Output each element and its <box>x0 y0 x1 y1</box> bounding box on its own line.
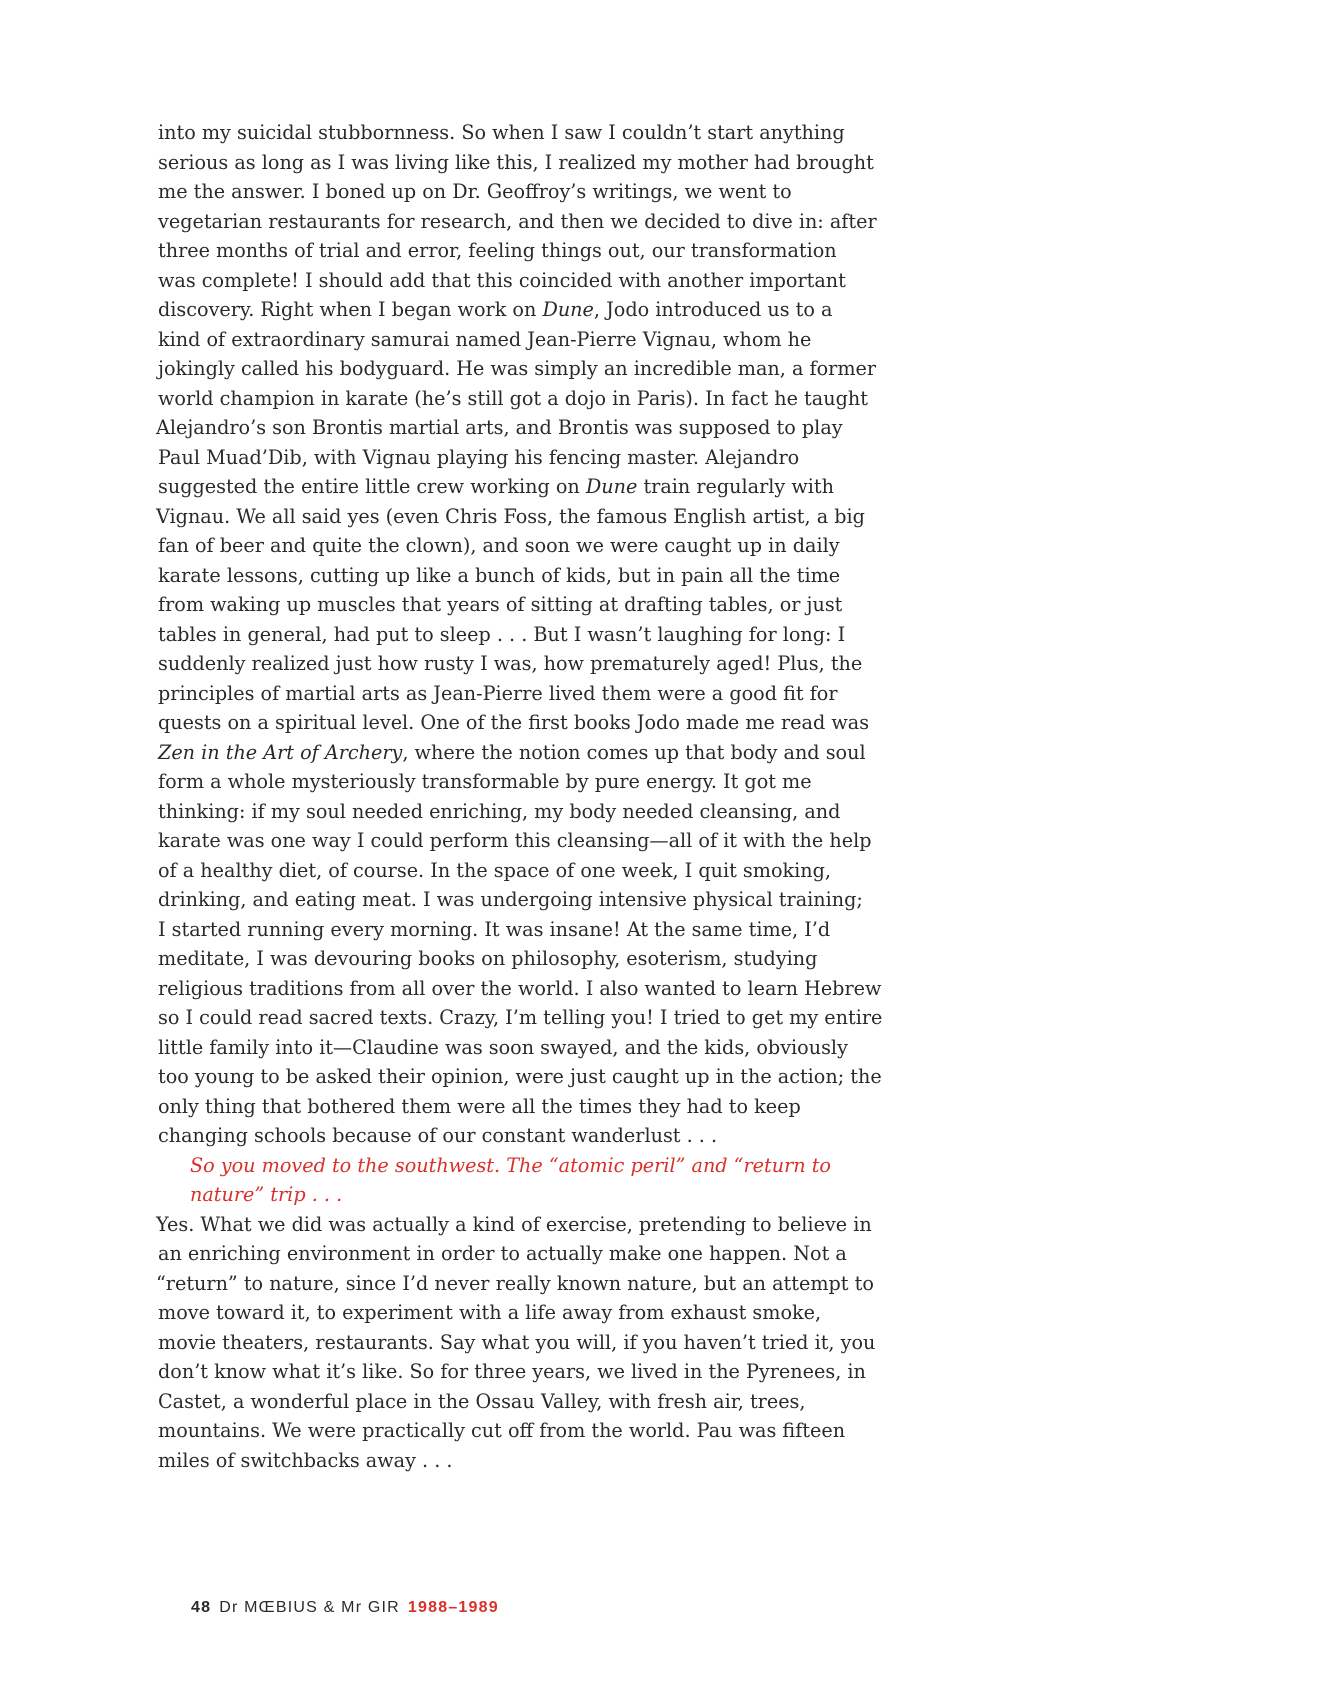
text-line: fan of beer and quite the clown), and soon we were caught up in daily <box>158 534 840 557</box>
answer-line: “return” to nature, since I’d never really known nature, but an attempt to <box>156 1271 874 1295</box>
text-line: was complete! I should add that this coincided with another important <box>158 268 846 292</box>
page-footer <box>191 1599 499 1617</box>
answer-line: miles of switchbacks away . . . <box>158 1448 453 1472</box>
text-line: little family into it—Claudine was soon swayed, and the kids, obviously <box>158 1035 848 1059</box>
text-line: vegetarian restaurants for research, and then we decided to dive in: after <box>158 209 877 233</box>
text-line: changing schools because of our constant wanderlust . . . <box>158 1124 718 1147</box>
text-line: world champion in karate (he’s still got a dojo in Paris). In fact he taught <box>158 386 868 410</box>
text-line: religious traditions from all over the world. I also wanted to learn Hebrew <box>158 976 882 1000</box>
text-line: kind of extraordinary samurai named Jean-Pierre Vignau, whom he <box>158 327 812 351</box>
chapter-years: 1988–1989 <box>407 1599 499 1616</box>
text-line: me the answer. I boned up on Dr. Geoffroy’s writings, we went to <box>158 180 792 203</box>
answer-line: Castet, a wonderful place in the Ossau Valley, with fresh air, trees, <box>158 1389 806 1413</box>
answer-line: Yes. What we did was actually a kind of exercise, pretending to believe in <box>156 1212 872 1236</box>
text-line: quests on a spiritual level. One of the first books Jodo made me read was <box>158 711 870 734</box>
text-line: I started running every morning. It was insane! At the same time, I’d <box>158 917 831 941</box>
text-line: three months of trial and error, feeling things out, our transformation <box>158 239 837 262</box>
answer-line: movie theaters, restaurants. Say what you will, if you haven’t tried it, you <box>158 1330 876 1354</box>
text-line <box>158 472 878 502</box>
text-line: karate lessons, cutting up like a bunch of kids, but in pain all the time <box>158 563 841 587</box>
text-line <box>158 295 878 325</box>
interview-question-line: nature” trip . . . <box>190 1183 343 1206</box>
text-line: principles of martial arts as Jean-Pierre lived them were a good fit for <box>158 681 838 705</box>
text-segment: discovery. Right when I began work on <box>158 298 543 321</box>
text-line: only thing that bothered them were all the times they had to keep <box>158 1094 801 1118</box>
text-line: of a healthy diet, of course. In the space of one week, I quit smoking, <box>158 858 832 882</box>
text-line: karate was one way I could perform this cleansing—all of it with the help <box>158 829 872 852</box>
text-line: jokingly called his bodyguard. He was simply an incredible man, a former <box>158 357 877 380</box>
text-line: from waking up muscles that years of sitting at drafting tables, or just <box>158 593 843 616</box>
answer-line: mountains. We were practically cut off from the world. Pau was fifteen <box>158 1419 846 1442</box>
book-title-italic: Dune <box>542 298 594 321</box>
text-line: Alejandro’s son Brontis martial arts, and Brontis was supposed to play <box>156 416 843 439</box>
text-segment: suggested the entire little crew working on <box>158 475 586 498</box>
text-line: so I could read sacred texts. Crazy, I’m telling you! I tried to get my entire <box>158 1006 883 1029</box>
text-segment: train regularly with <box>637 475 834 498</box>
text-line: Paul Muad’Dib, with Vignau playing his fencing master. Alejandro <box>158 445 800 469</box>
text-line: thinking: if my soul needed enriching, my body needed cleansing, and <box>158 799 841 823</box>
text-line: too young to be asked their opinion, were just caught up in the action; the <box>158 1065 882 1088</box>
text-line: into my suicidal stubbornness. So when I saw I couldn’t start anything <box>158 121 845 144</box>
text-line: drinking, and eating meat. I was undergoing intensive physical training; <box>158 888 863 911</box>
text-segment: , where the notion comes up that body and soul <box>402 740 866 764</box>
page-number: 48 <box>191 1599 212 1616</box>
text-line: form a whole mysteriously transformable by pure energy. It got me <box>158 770 812 793</box>
answer-line: an enriching environment in order to actually make one happen. Not a <box>158 1242 847 1265</box>
text-line: tables in general, had put to sleep . . . But I wasn’t laughing for long: I <box>158 622 846 646</box>
answer-line: move toward it, to experiment with a life away from exhaust smoke, <box>158 1301 822 1324</box>
body-text <box>156 118 883 1475</box>
interview-question-line: So you moved to the southwest. The “atomic peril” and “return to <box>190 1153 831 1177</box>
running-title: Dr MŒBIUS & Mr GIR <box>219 1599 400 1616</box>
book-title-italic: Zen in the Art of Archery <box>158 740 403 764</box>
text-line: serious as long as I was living like this, I realized my mother had brought <box>158 150 874 174</box>
answer-line: don’t know what it’s like. So for three years, we lived in the Pyrenees, in <box>158 1360 866 1383</box>
text-segment: , Jodo introduced us to a <box>593 298 833 321</box>
text-line <box>158 738 878 768</box>
text-line: Vignau. We all said yes (even Chris Foss, the famous English artist, a big <box>156 504 865 528</box>
text-line: meditate, I was devouring books on philosophy, esoterism, studying <box>158 947 818 970</box>
book-title-italic: Dune <box>585 475 638 498</box>
text-line: suddenly realized just how rusty I was, how prematurely aged! Plus, the <box>158 652 863 675</box>
